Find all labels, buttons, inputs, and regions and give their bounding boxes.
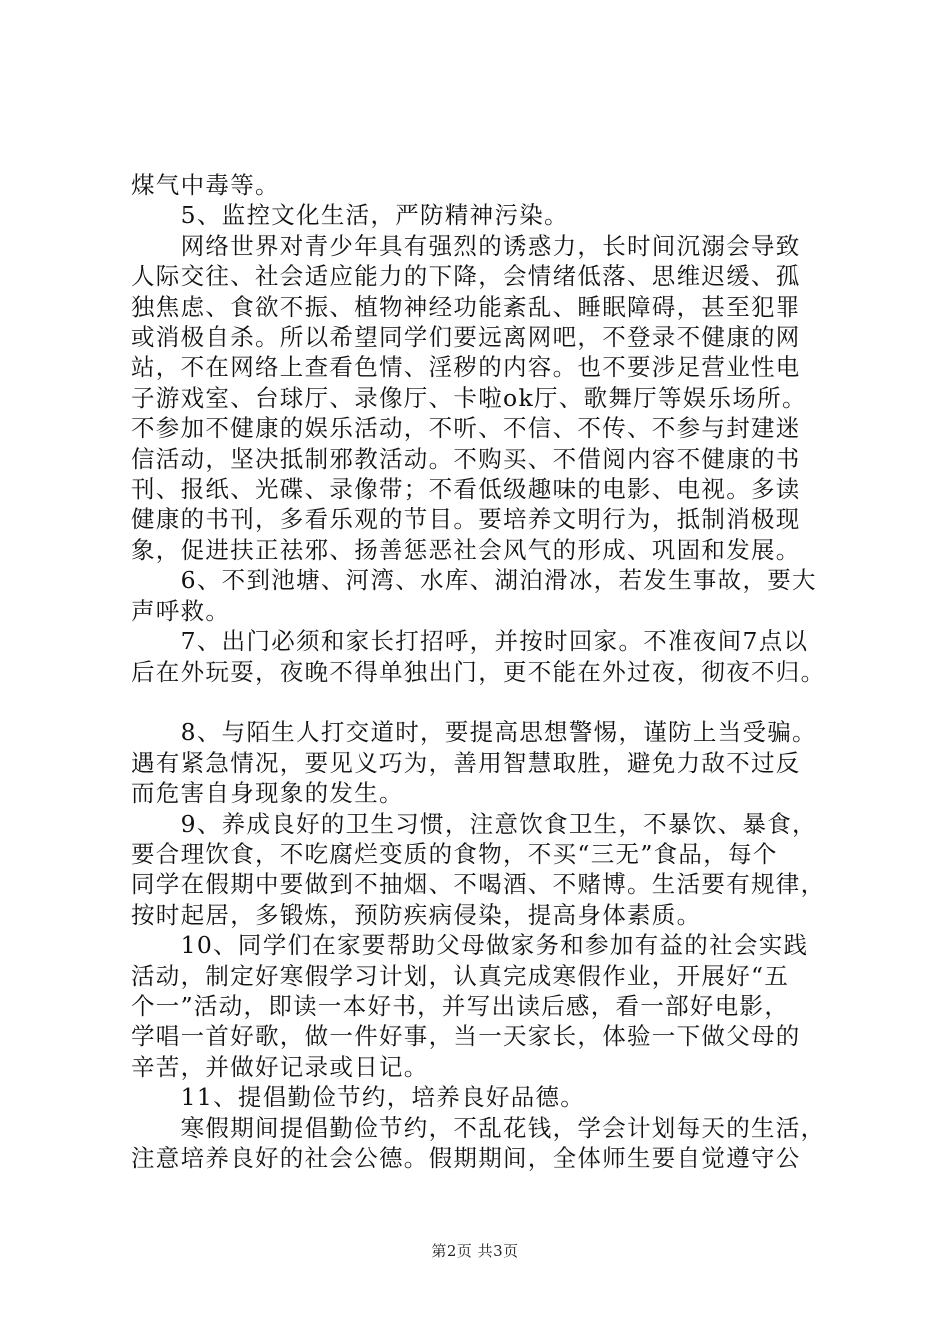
text-line: 象，促进扶正祛邪、扬善惩恶社会风气的形成、巩固和发展。 [131, 535, 801, 564]
paragraph-item-8 [131, 717, 831, 808]
paragraph-item-5-heading [131, 200, 831, 230]
text-line: 人际交往、社会适应能力的下降，会情绪低落、思维迟缓、孤 [131, 262, 801, 291]
text-line: 而危害自身现象的发生。 [131, 779, 404, 808]
paragraph-thrift [131, 1113, 831, 1174]
blank-line [131, 687, 831, 717]
paragraph-continuation [131, 170, 831, 200]
text-line: 5、监控文化生活，严防精神污染。 [131, 201, 569, 230]
text-line: 信活动，坚决抵制邪教活动。不购买、不借阅内容不健康的书 [131, 444, 801, 473]
text-line: 站，不在网络上查看色情、淫秽的内容。也不要涉足营业性电 [131, 353, 801, 382]
text-line: 11、提倡勤俭节约，培养良好品德。 [131, 1083, 586, 1112]
text-line: 注意培养良好的社会公德。假期期间，全体师生要自觉遵守公 [131, 1143, 801, 1172]
paragraph-item-11-heading [131, 1082, 831, 1112]
text-line: 同学在假期中要做到不抽烟、不喝酒、不赌博。生活要有规律， [131, 870, 826, 899]
text-line: 辛苦，并做好记录或日记。 [131, 1052, 429, 1081]
text-line: 学唱一首好歌，做一件好事，当一天家长，体验一下做父母的 [131, 1022, 801, 1051]
text-line: 要合理饮食，不吃腐烂变质的食物，不买“三无”食品，每个 [131, 839, 778, 868]
text-line: 子游戏室、台球厅、录像厅、卡啦ok厅、歌舞厅等娱乐场所。 [131, 383, 807, 412]
text-line: 遇有紧急情况，要见义巧为，善用智慧取胜，避免力敌不过反 [131, 748, 801, 777]
text-line: 不参加不健康的娱乐活动，不听、不信、不传、不参与封建迷 [131, 414, 801, 443]
text-line: 健康的书刊，多看乐观的节目。要培养文明行为，抵制消极现 [131, 505, 801, 534]
text-line: 寒假期间提倡勤俭节约，不乱花钱，学会计划每天的生活， [131, 1113, 826, 1142]
text-line: 刊、报纸、光碟、录像带；不看低级趣味的电影、电视。多读 [131, 475, 801, 504]
paragraph-item-6 [131, 565, 831, 626]
text-line: 或消极自杀。所以希望同学们要远离网吧，不登录不健康的网 [131, 323, 801, 352]
page-number-footer: 第2页 共3页 [431, 1242, 519, 1260]
text-line: 后在外玩耍，夜晚不得单独出门，更不能在外过夜，彻夜不归。 [131, 657, 826, 686]
text-line: 7、出门必须和家长打招呼，并按时回家。不准夜间7点以 [131, 627, 809, 656]
text-line: 活动，制定好寒假学习计划，认真完成寒假作业，开展好“五 [131, 961, 790, 990]
text-line: 8、与陌生人打交道时，要提高思想警惕，谨防上当受骗。 [131, 718, 817, 747]
text-line: 个一”活动，即读一本好书，并写出读后感，看一部好电影， [131, 991, 790, 1020]
document-body [131, 170, 831, 1173]
paragraph-item-10 [131, 930, 831, 1082]
text-line: 6、不到池塘、河湾、水库、湖泊滑冰，若发生事故，要大 [131, 566, 817, 595]
text-line: 声呼救。 [131, 596, 231, 625]
paragraph-item-9 [131, 809, 831, 931]
text-line: 按时起居，多锻炼，预防疾病侵染，提高身体素质。 [131, 900, 702, 929]
text-line: 独焦虑、食欲不振、植物神经功能紊乱、睡眠障碍，甚至犯罪 [131, 292, 801, 321]
paragraph-internet-warning [131, 231, 831, 565]
paragraph-item-7 [131, 626, 831, 687]
text-line: 网络世界对青少年具有强烈的诱惑力，长时间沉溺会导致 [131, 231, 801, 260]
text-line: 10、同学们在家要帮助父母做家务和参加有益的社会实践 [131, 931, 809, 960]
text-line: 煤气中毒等。 [131, 171, 280, 199]
text-line: 9、养成良好的卫生习惯，注意饮食卫生，不暴饮、暴食， [131, 809, 817, 838]
